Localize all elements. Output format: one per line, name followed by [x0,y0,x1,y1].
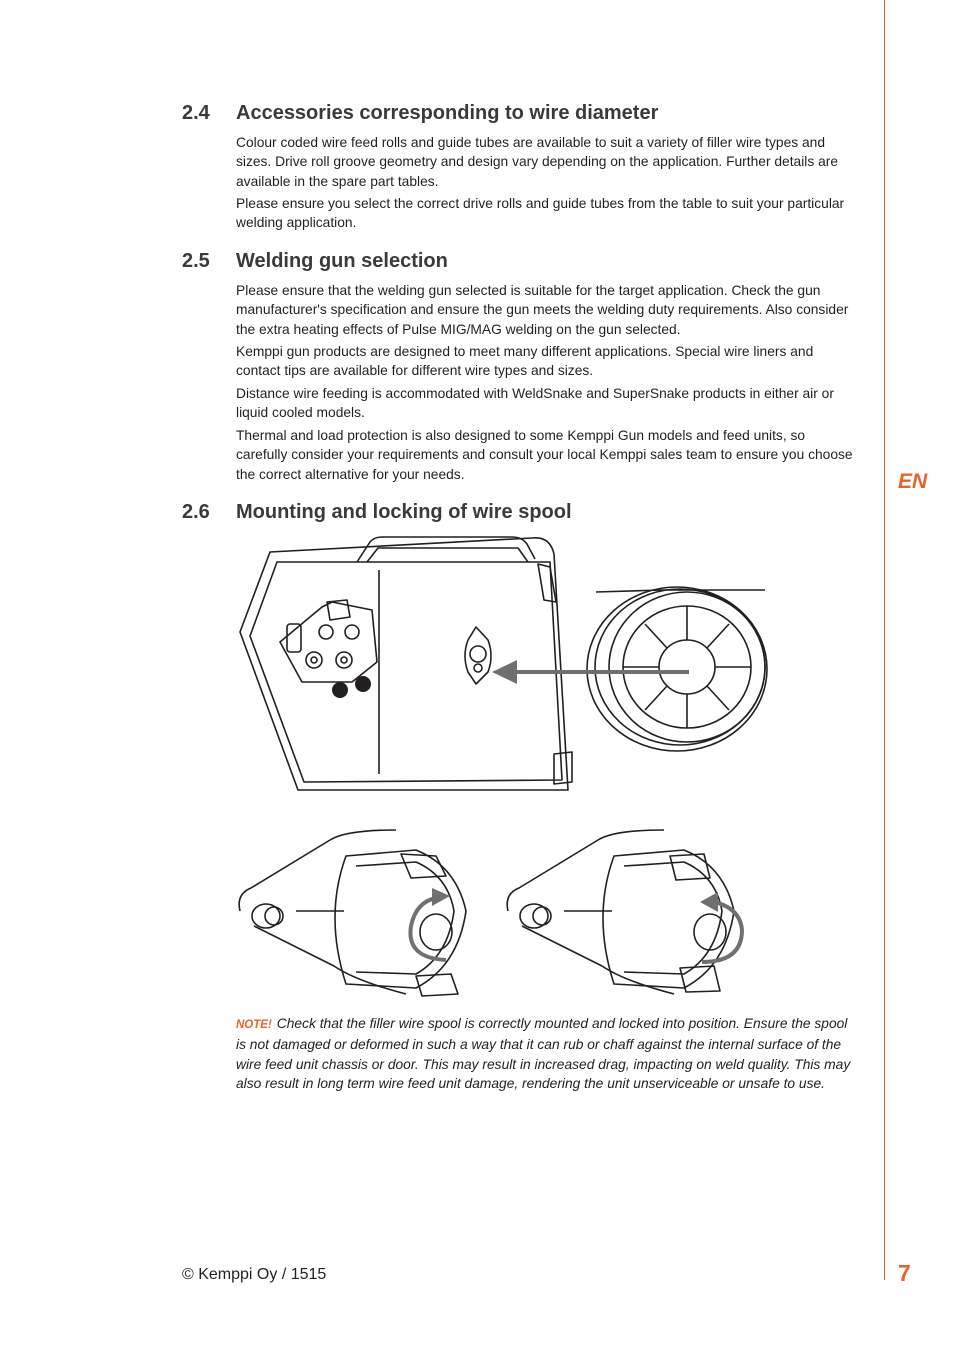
paragraph: Please ensure that the welding gun selected is suitable for the target application. Check the gun manufacturer's specification and ensure the gun meets the welding duty requirements. Also consider the extra heating effects of Pulse MIG/MAG welding on the gun selected. [236,283,849,337]
section-heading-2-6 [182,501,572,524]
section-number: 2.6 [182,501,210,523]
section-number: 2.4 [182,102,210,124]
section-title: Welding gun selection [236,250,448,272]
paragraph: Distance wire feeding is accommodated with WeldSnake and SuperSnake products in either air or liquid cooled models. [236,386,834,421]
paragraph: Please ensure you select the correct drive rolls and guide tubes from the table to suit your particular welding application. [236,196,845,231]
section-number: 2.5 [182,250,210,272]
page-number: 7 [898,1260,911,1286]
footer-copyright: © Kemppi Oy / 1515 [182,1266,327,1283]
wire-feeder-spool-illustration [232,532,772,797]
language-tab: EN [898,470,928,493]
paragraph: Kemppi gun products are designed to meet many different applications. Special wire liners and contact tips are available for different wire types and sizes. [236,344,814,379]
section-heading-2-5 [182,250,448,273]
section-title: Mounting and locking of wire spool [236,501,572,523]
section-title: Accessories corresponding to wire diameter [236,102,659,124]
paragraph: Thermal and load protection is also designed to some Kemppi Gun models and feed units, so carefully consider your requirements and consult your local Kemppi sales team to ensure you choose the correct alternative for your needs. [236,428,853,482]
section-heading-2-4 [182,102,658,125]
paragraph: Colour coded wire feed rolls and guide tubes are available to suit a variety of filler wire types and sizes. Drive roll groove geometry and design vary depending on the application. Further details are available in the spare part tables. [236,135,839,189]
spool-locking-illustration [236,826,760,998]
note-text: Check that the filler wire spool is correctly mounted and locked into position. Ensure the spool is not damaged or deformed in such a way that it can rub or chaff against the internal surface of the wire feed unit chassis or door. This may result in increased drag, impacting on weld quality. This may also result in long term wire feed unit damage, rendering the unit unserviceable or unsafe to use. [236,1016,851,1091]
side-rule [884,0,885,1280]
note-label: NOTE! [236,1019,272,1031]
note-block [236,1014,856,1093]
